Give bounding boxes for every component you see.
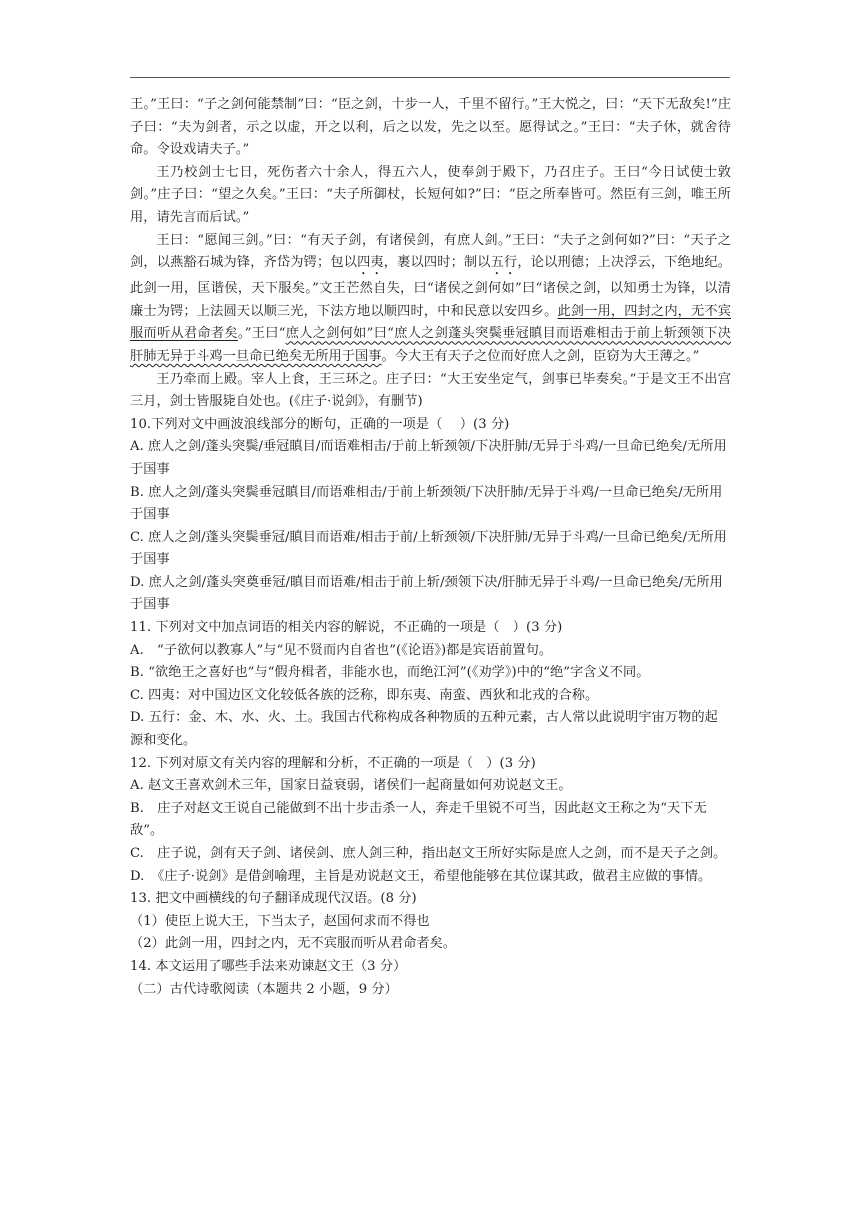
passage-paragraph-2: 王乃校剑士七日，死伤者六十余人，得五六人，使奉剑于殿下，乃召庄子。王曰“今日试使士敦剑。”庄子曰：“望之久矣。”王曰：“夫子所御杖，长短何如?”曰：“臣之所奉皆可。然臣有三剑，唯王所用，请先言而后试。”	[130, 164, 731, 225]
question-13-sentence-2: （2）此剑一用，四封之内，无不宾服而听从君命者矣。	[130, 936, 457, 952]
question-11-option-a: A. “子欲何以教寡人”与“见不贤而内自省也”(《论语》)都是宾语前置句。	[130, 642, 553, 658]
passage-paragraph-4: 王乃牵而上殿。宰人上食，王三环之。庄子曰：“大王安坐定气，剑事已毕奏矣。”于是文王不出宫三月，剑士皆服毙自处也。(《庄子·说剑》，有删节)	[130, 371, 731, 410]
passage-text: ，裹以四时；制以	[383, 255, 491, 271]
question-13-sentence-1: （1）使臣上说大王，下当太子，赵国何求而不得也	[130, 913, 430, 929]
question-12-option-a: A. 赵文王喜欢剑术三年，国家日益衰弱，诸侯们一起商量如何劝说赵文王。	[130, 778, 572, 794]
question-13-stem: 13. 把文中画横线的句子翻译成现代汉语。(8 分)	[130, 891, 417, 907]
passage-paragraph-3	[130, 230, 731, 369]
question-10-option-b: B. 庶人之剑/蓬头突鬓垂冠瞋目/而语难相击/于前上斩颈领/下决肝肺/无异于斗鸡/一旦命已绝矣/无所用于国事	[130, 484, 723, 523]
document-page	[130, 94, 731, 1001]
question-12-stem: 12. 下列对原文有关内容的理解和分析，不正确的一项是（ ）(3 分)	[130, 755, 536, 771]
question-11-option-c: C. 四夷：对中国边区文化较低各族的泛称，即东夷、南蛮、西狄和北戎的合称。	[130, 687, 599, 703]
question-10-option-d: D. 庶人之剑/蓬头突奠垂冠/瞋目而语难/相击于前上斩/颈领下决/肝肺无异于斗鸡/一旦命已绝矣/无所用于国事	[130, 574, 723, 613]
wavy-underlined-sentence: 庶人之剑何如”曰“庶人之剑蓬头突鬓垂冠瞋目而语难相击于前上斩颈领下决肝肺无异于斗鸡一旦命已绝矣无所用于国事	[130, 326, 731, 364]
question-10-option-a: A. 庶人之剑/蓬头突鬓/垂冠瞋目/而语难相击/于前上斩颈领/下决肝肺/无异于斗鸡/一旦命已绝矣/无所用于国事	[130, 439, 727, 477]
question-11-option-d: D. 五行：金、木、水、火、土。我国古代称构成各种物质的五种元素，古人常以此说明宇宙万物的起源和变化。	[130, 710, 718, 749]
question-10-option-c: C. 庶人之剑/蓬头突鬓垂冠/瞋目而语难/相击于前/上斩颈领/下决肝肺/无异于斗鸡/一旦命已绝矣/无所用于国事	[130, 529, 727, 568]
question-14-stem: 14. 本文运用了哪些手法来劝谏赵文王（3 分）	[130, 958, 407, 974]
dotted-term-wuxing: 五行	[490, 255, 518, 271]
question-12-option-d: D. 《庄子·说剑》是借剑喻理，主旨是劝说赵文王，希望他能够在其位谋其政，做君主应做的事情。	[130, 868, 712, 884]
passage-text: 。”王曰“	[237, 326, 286, 342]
passage-text: ，论以刑德；上决浮云，下绝地纪。此剑一用，匡谐侯，天下服矣。”文王芒然自失，曰“诸侯之剑何如”曰“诸侯之剑，以知勇士为锋，以清廉士为锷；上法圆天以顺三光，下法方地以顺四时，中和民意以安四乡。	[130, 255, 731, 319]
header-rule	[130, 77, 730, 78]
question-12-option-b: B. 庄子对赵文王说自己能做到不出十步击杀一人，奔走千里锐不可当，因此赵文王称之为“天下无敌”。	[130, 800, 707, 839]
passage-paragraph-1: 王。”王曰：“子之剑何能禁制”曰：“臣之剑，十步一人，千里不留行。”王大悦之，曰：“天下无敌矣!”庄子曰：“夫为剑者，示之以虚，开之以利，后之以发，先之以至。愿得试之。”王曰：“夫子休，就舍待命。令设戏请夫子。”	[130, 97, 731, 158]
dotted-term-siyi: 四夷	[357, 255, 384, 271]
passage-text: 。今大王有天子之位而好庶人之剑，臣窃为大王薄之。”	[381, 348, 700, 364]
question-11-option-b: B. “欲绝王之喜好也”与“假舟楫者，非能水也，而绝江河”(《劝学》)中的“绝”字含义不同。	[130, 665, 650, 681]
question-10-stem: 10.下列对文中画波浪线部分的断句，正确的一项是（ ）(3 分)	[130, 416, 510, 432]
question-11-stem: 11. 下列对文中加点词语的相关内容的解说，不正确的一项是（ ）(3 分)	[130, 620, 563, 636]
passage-text: 王曰：“愿闻三剑。”曰：“有天子剑，有诸侯剑，有庶人剑。”王曰：“夫子之剑何如?”曰：“天子之剑，以燕豁石城为锋，齐岱为锷；包以	[130, 232, 731, 271]
underlined-sentence: 此剑一用，四封之内，无不宾服而听从君命者矣	[130, 303, 731, 342]
question-12-option-c: C. 庄子说，剑有天子剑、诸侯剑、庶人剑三种，指出赵文王所好实际是庶人之剑，而不是天子之剑。	[130, 846, 727, 861]
section-2-title: （二）古代诗歌阅读（本题共 2 小题，9 分）	[130, 981, 398, 997]
